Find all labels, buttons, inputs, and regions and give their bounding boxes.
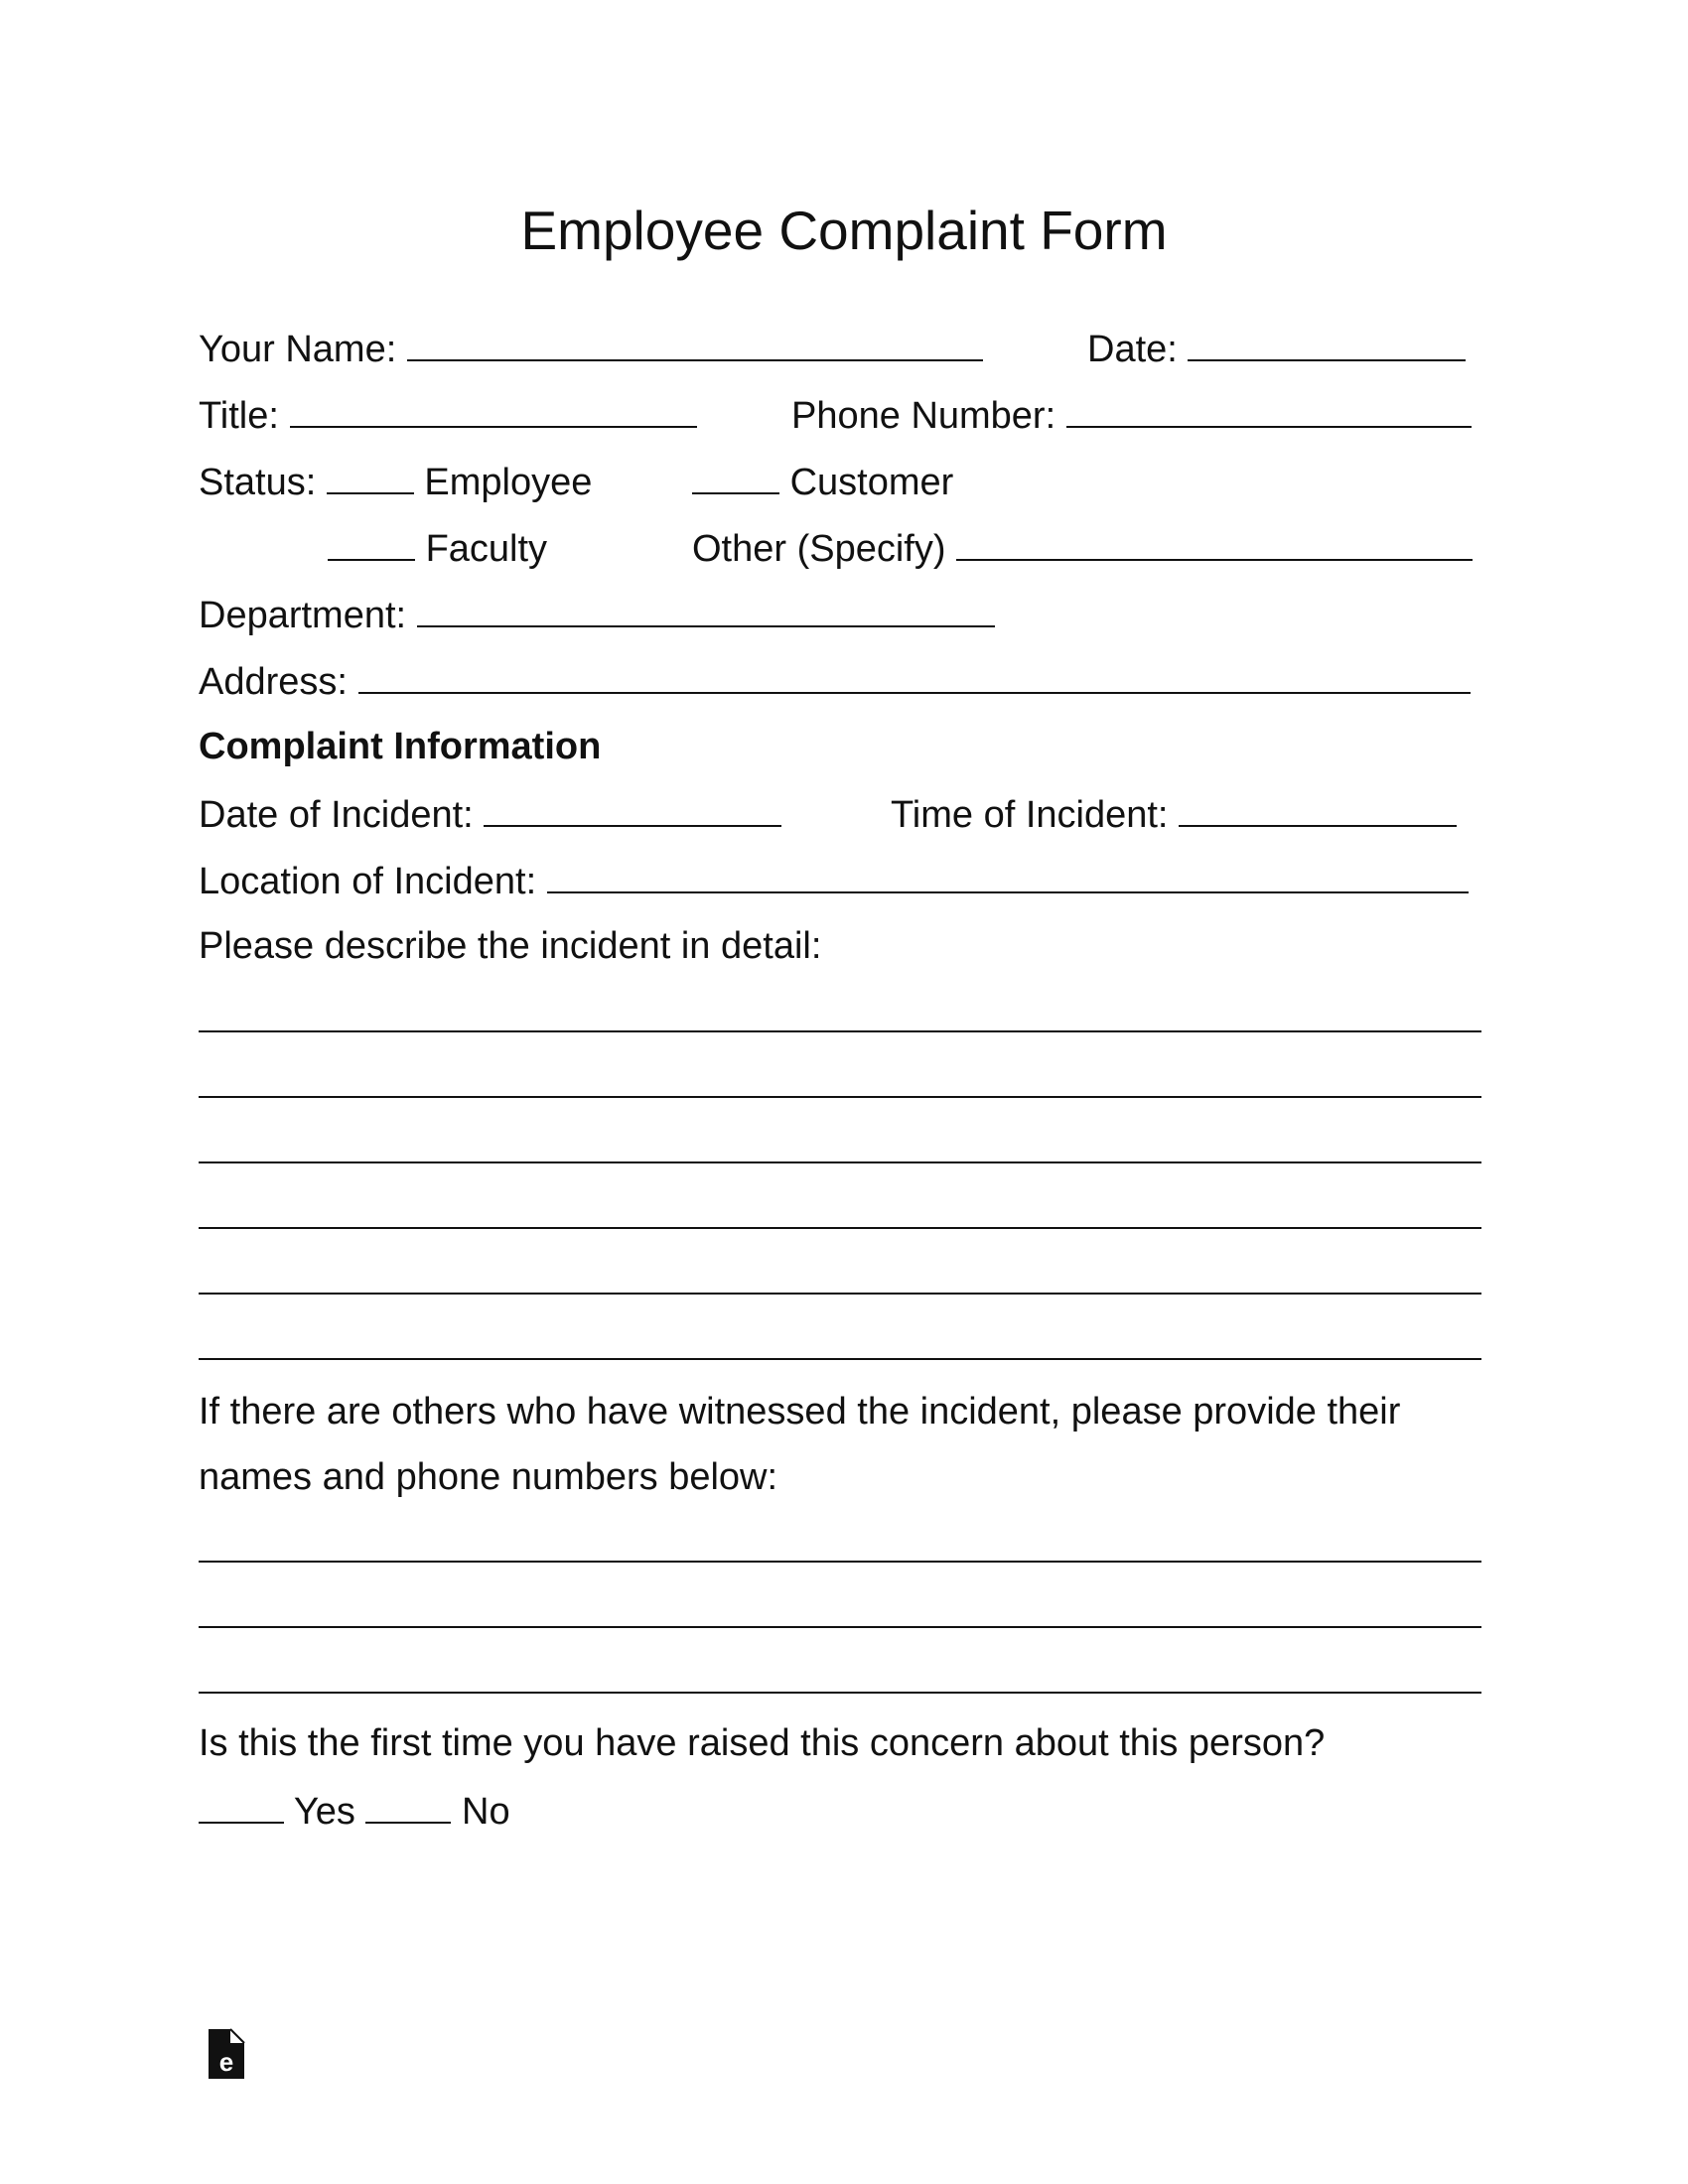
time-of-incident-label: Time of Incident: <box>891 794 1169 836</box>
address-label: Address: <box>199 661 348 703</box>
your-name-field[interactable] <box>407 326 983 361</box>
date-of-incident-row <box>199 791 781 837</box>
no-label: No <box>462 1791 510 1833</box>
date-field[interactable] <box>1188 326 1466 361</box>
status-employee-checkbox[interactable] <box>327 459 414 494</box>
department-label: Department: <box>199 595 407 636</box>
phone-field[interactable] <box>1066 392 1472 428</box>
description-line-1[interactable] <box>199 1030 1481 1032</box>
date-of-incident-label: Date of Incident: <box>199 794 474 836</box>
document-logo-icon <box>207 2025 246 2081</box>
status-faculty-checkbox[interactable] <box>328 525 415 561</box>
date-of-incident-field[interactable] <box>484 791 781 827</box>
status-row <box>199 459 592 504</box>
time-of-incident-field[interactable] <box>1179 791 1457 827</box>
status-other-label: Other (Specify) <box>692 528 946 570</box>
status-customer-checkbox[interactable] <box>692 459 779 494</box>
page-title: Employee Complaint Form <box>520 200 1168 261</box>
title-label: Title: <box>199 395 279 437</box>
date-label: Date: <box>1087 329 1178 370</box>
witness-prompt-line-1: If there are others who have witnessed the incident, please provide their <box>199 1391 1401 1433</box>
title-row <box>199 392 697 438</box>
status-employee-label: Employee <box>424 462 593 503</box>
phone-label: Phone Number: <box>791 395 1056 437</box>
describe-prompt: Please describe the incident in detail: <box>199 925 822 967</box>
description-line-6[interactable] <box>199 1358 1481 1360</box>
date-row <box>1087 326 1466 371</box>
complaint-information-heading: Complaint Information <box>199 726 602 767</box>
witness-prompt-line-2: names and phone numbers below: <box>199 1456 778 1498</box>
location-label: Location of Incident: <box>199 861 537 902</box>
yes-checkbox[interactable] <box>199 1788 284 1824</box>
description-line-5[interactable] <box>199 1293 1481 1295</box>
your-name-label: Your Name: <box>199 329 397 370</box>
title-field[interactable] <box>290 392 697 428</box>
status-faculty-row <box>328 525 547 571</box>
description-line-4[interactable] <box>199 1227 1481 1229</box>
description-line-3[interactable] <box>199 1161 1481 1163</box>
status-label: Status: <box>199 462 317 503</box>
location-row <box>199 858 1469 903</box>
status-faculty-label: Faculty <box>425 528 548 570</box>
witness-line-1[interactable] <box>199 1561 1481 1563</box>
first-time-question: Is this the first time you have raised this concern about this person? <box>199 1722 1326 1764</box>
description-line-2[interactable] <box>199 1096 1481 1098</box>
address-row <box>199 658 1471 704</box>
yes-label: Yes <box>293 1791 355 1833</box>
svg-text:e: e <box>218 2047 234 2077</box>
address-field[interactable] <box>358 658 1471 694</box>
phone-row <box>791 392 1472 438</box>
status-other-row <box>692 525 1473 571</box>
status-customer-label: Customer <box>789 462 954 503</box>
your-name-row <box>199 326 983 371</box>
status-other-field[interactable] <box>956 525 1473 561</box>
no-checkbox[interactable] <box>365 1788 451 1824</box>
witness-line-3[interactable] <box>199 1692 1481 1694</box>
department-row <box>199 592 995 637</box>
status-customer-row <box>692 459 953 504</box>
location-field[interactable] <box>547 858 1469 893</box>
time-of-incident-row <box>891 791 1457 837</box>
witness-line-2[interactable] <box>199 1626 1481 1628</box>
department-field[interactable] <box>417 592 995 627</box>
yes-no-row <box>199 1788 510 1834</box>
